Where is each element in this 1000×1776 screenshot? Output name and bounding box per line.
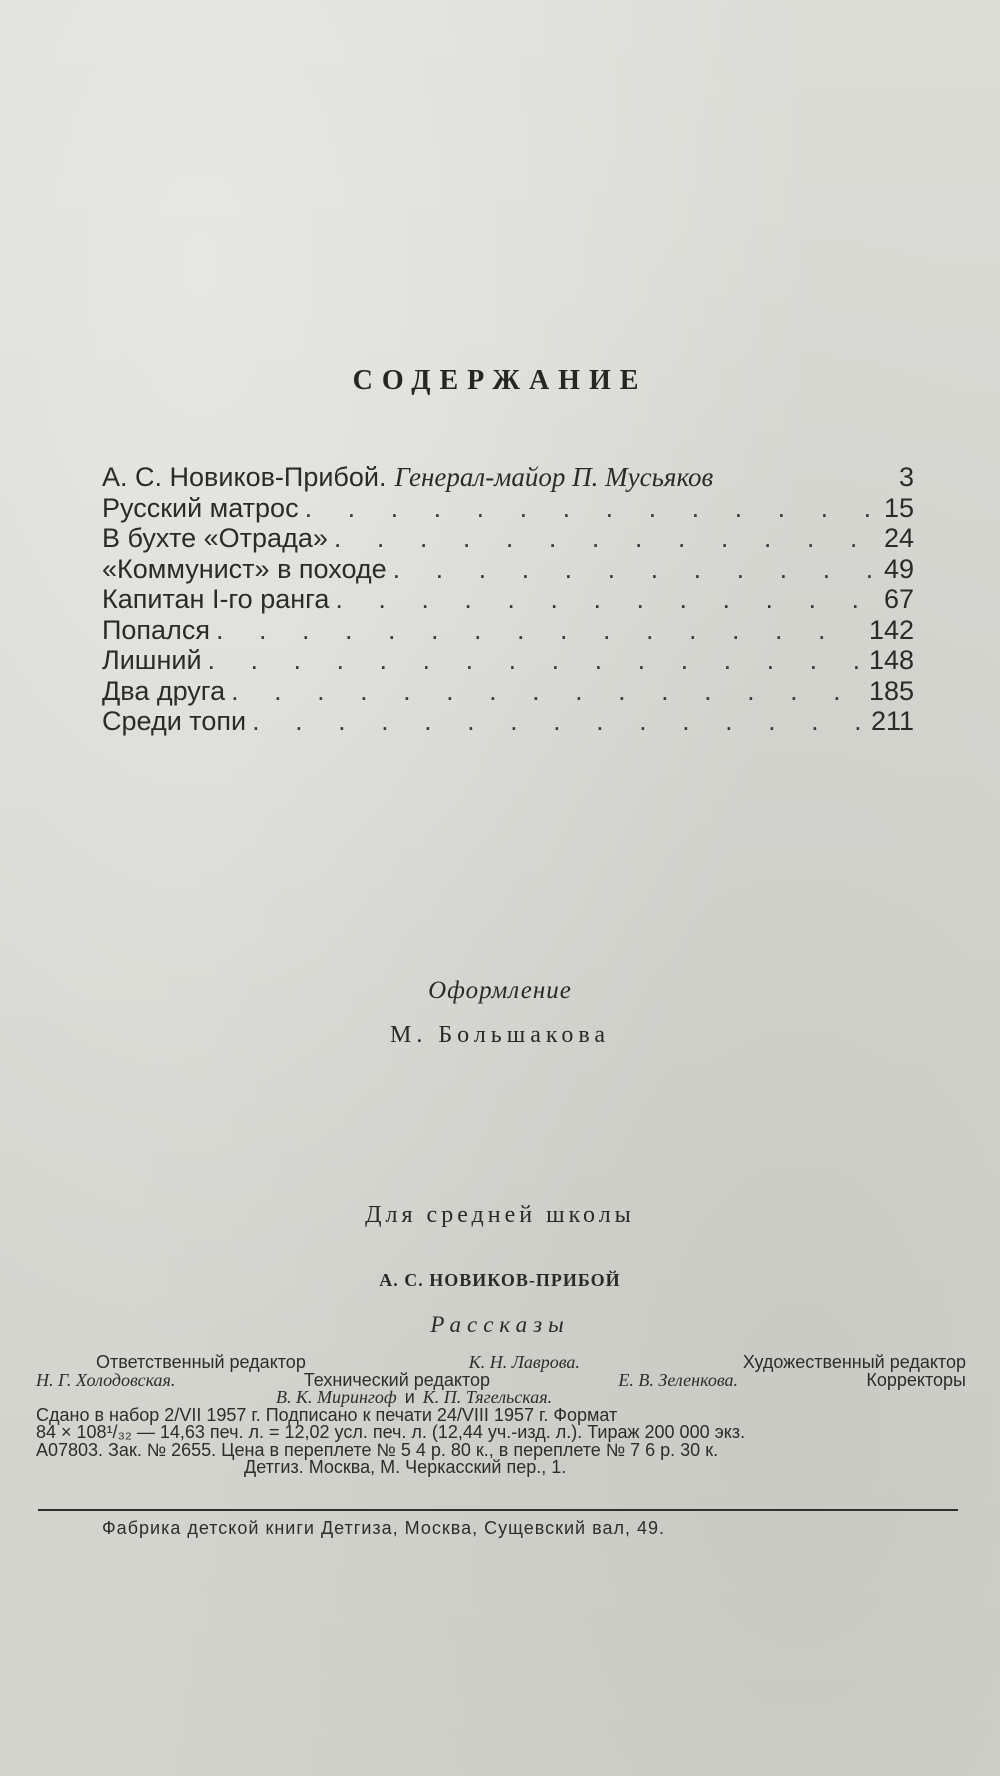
toc-entry-page: 185 <box>868 675 914 706</box>
toc-entry-title: Капитан I-го ранга <box>102 584 330 614</box>
toc-entry <box>102 706 914 737</box>
toc-entry-title: В бухте «Отрада» <box>102 523 328 553</box>
imprint-line <box>36 1389 966 1407</box>
imprint-text: Ответственный редактор <box>96 1352 306 1372</box>
imprint-text: Детгиз. Москва, М. Черкасский пер., 1. <box>244 1457 567 1477</box>
design-credit-label: Оформление <box>428 977 572 1004</box>
toc-entry-page: 211 <box>870 706 914 736</box>
imprint-text: В. К. Мирингоф <box>276 1387 397 1407</box>
toc-entry-title: Лишний <box>102 645 202 675</box>
imprint-text: Корректоры <box>866 1369 966 1390</box>
dot-leader <box>393 554 878 585</box>
book-author: А. С. НОВИКОВ-ПРИБОЙ <box>379 1270 621 1290</box>
toc-entry-title: Русский матрос <box>102 492 299 523</box>
imprint-line <box>36 1354 966 1372</box>
toc-entry <box>102 584 914 615</box>
printer-line: Фабрика детской книги Детгиза, Москва, Сущевский вал, 49. <box>102 1518 665 1538</box>
imprint-text: Сдано в набор 2/VII 1957 г. Подписано к печати 24/VIII 1957 г. Формат <box>36 1404 618 1425</box>
dot-leader <box>231 676 863 707</box>
toc-entry-title: Генерал-майор П. Мусьяков <box>394 462 714 492</box>
dot-leader <box>216 615 863 646</box>
book-title: Рассказы <box>430 1312 570 1337</box>
imprint-block <box>36 1354 966 1477</box>
toc-entry <box>102 523 914 554</box>
imprint-text: К. Н. Лаврова. <box>468 1352 580 1372</box>
imprint-line <box>36 1424 966 1442</box>
imprint-text: А07803. Зак. № 2655. Цена в переплете № 5 4 р. 80 к., в переплете № 7 6 р. 30 к. <box>36 1439 719 1460</box>
toc-entry-page: 148 <box>868 645 914 675</box>
dot-leader <box>335 584 878 615</box>
toc-entry <box>102 462 914 493</box>
imprint-text: К. П. Тягельская. <box>422 1387 553 1407</box>
table-of-contents <box>102 462 914 737</box>
divider-rule <box>38 1509 958 1511</box>
toc-entry-title: Два друга <box>102 675 226 706</box>
toc-heading: СОДЕРЖАНИЕ <box>352 365 648 396</box>
imprint-text: Художественный редактор <box>742 1352 966 1372</box>
imprint-text: 84 × 108¹/₃₂ — 14,63 печ. л. = 12,02 усл. печ. л. (12,44 уч.-изд. л.). Тираж 200 000 экз. <box>36 1422 746 1442</box>
design-credit-name: М. Большакова <box>390 1022 610 1048</box>
toc-entry-title: Попался <box>102 614 210 645</box>
dot-leader <box>305 493 878 524</box>
dot-leader <box>334 523 878 554</box>
toc-entry-title: Среди топи <box>102 706 247 736</box>
toc-entry <box>102 615 914 646</box>
toc-entry-page: 142 <box>868 614 914 645</box>
audience-note: Для средней школы <box>365 1202 635 1228</box>
toc-entry-page: 3 <box>898 462 914 492</box>
toc-entry-page: 24 <box>883 523 914 553</box>
toc-entry-page: 49 <box>883 553 914 584</box>
toc-entry <box>102 676 914 707</box>
imprint-text: Н. Г. Холодовская. <box>36 1369 176 1390</box>
toc-entry-page: 67 <box>883 584 914 614</box>
dot-leader <box>252 706 865 737</box>
imprint-line <box>36 1459 966 1477</box>
dot-leader <box>208 645 863 676</box>
imprint-text: и <box>404 1387 415 1407</box>
toc-entry <box>102 554 914 585</box>
imprint-text: Технический редактор <box>303 1369 491 1390</box>
toc-entry <box>102 645 914 676</box>
toc-entry-page: 15 <box>883 492 914 523</box>
toc-entry <box>102 493 914 524</box>
toc-entry-title: «Коммунист» в походе <box>102 553 387 584</box>
imprint-text: Е. В. Зеленкова. <box>618 1369 739 1390</box>
toc-entry-author: А. С. Новиков-Прибой. <box>102 462 387 492</box>
